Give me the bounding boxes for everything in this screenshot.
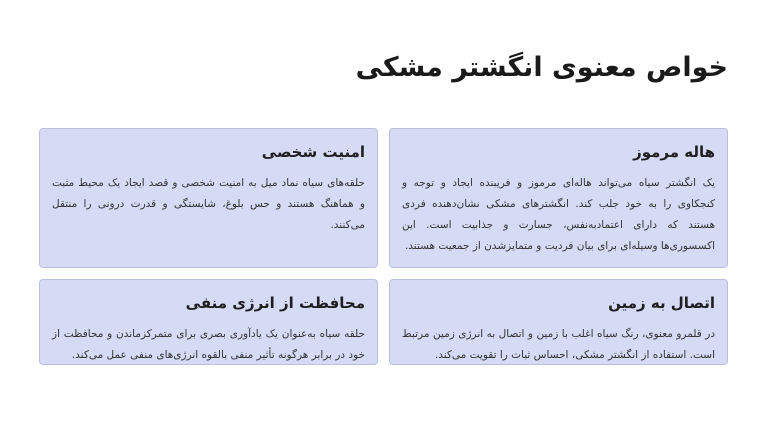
card-grounding (389, 279, 728, 365)
card-body: یک انگشتر سیاه می‌تواند هاله‌ای مرموز و فریبنده ایجاد و توجه و کنجکاوی را به خود جلب کند. انگشترهای مشکی نشان‌دهنده فردی هستند که دارای اعتمادبه‌نفس، جسارت و جذابیت است. این اکسسوری‌ها وسیله‌ای برای بیان فردیت و متمایزشدن از جمعیت هستند. (402, 176, 715, 252)
card-title: هاله مرموز (633, 143, 715, 161)
card-personal-security (39, 128, 378, 268)
page-title: خواص معنوی انگشتر مشکی (355, 52, 728, 83)
card-mysterious-aura (389, 128, 728, 268)
card-title: اتصال به زمین (608, 294, 715, 312)
card-title: امنیت شخصی (261, 143, 365, 161)
card-body: حلقه‌های سیاه نماد میل به امنیت شخصی و قصد ایجاد یک محیط مثبت و هماهنگ هستند و حس بلوغ، شایستگی و قدرت درونی را منتقل می‌کنند. (52, 176, 365, 231)
cards-grid (39, 128, 728, 365)
card-negative-energy-protection (39, 279, 378, 365)
card-title: محافظت از انرژی منفی (185, 294, 365, 312)
card-body: حلقه سیاه به‌عنوان یک یادآوری بصری برای متمرکزماندن و محافظت از خود در برابر هرگونه تأثیر منفی بالقوه انرژی‌های منفی عمل می‌کند. (52, 327, 365, 361)
card-body: در قلمرو معنوی، رنگ سیاه اغلب با زمین و اتصال به انرژی زمین مرتبط است. استفاده از انگشتر مشکی، احساس ثبات را تقویت می‌کند. (402, 327, 715, 361)
